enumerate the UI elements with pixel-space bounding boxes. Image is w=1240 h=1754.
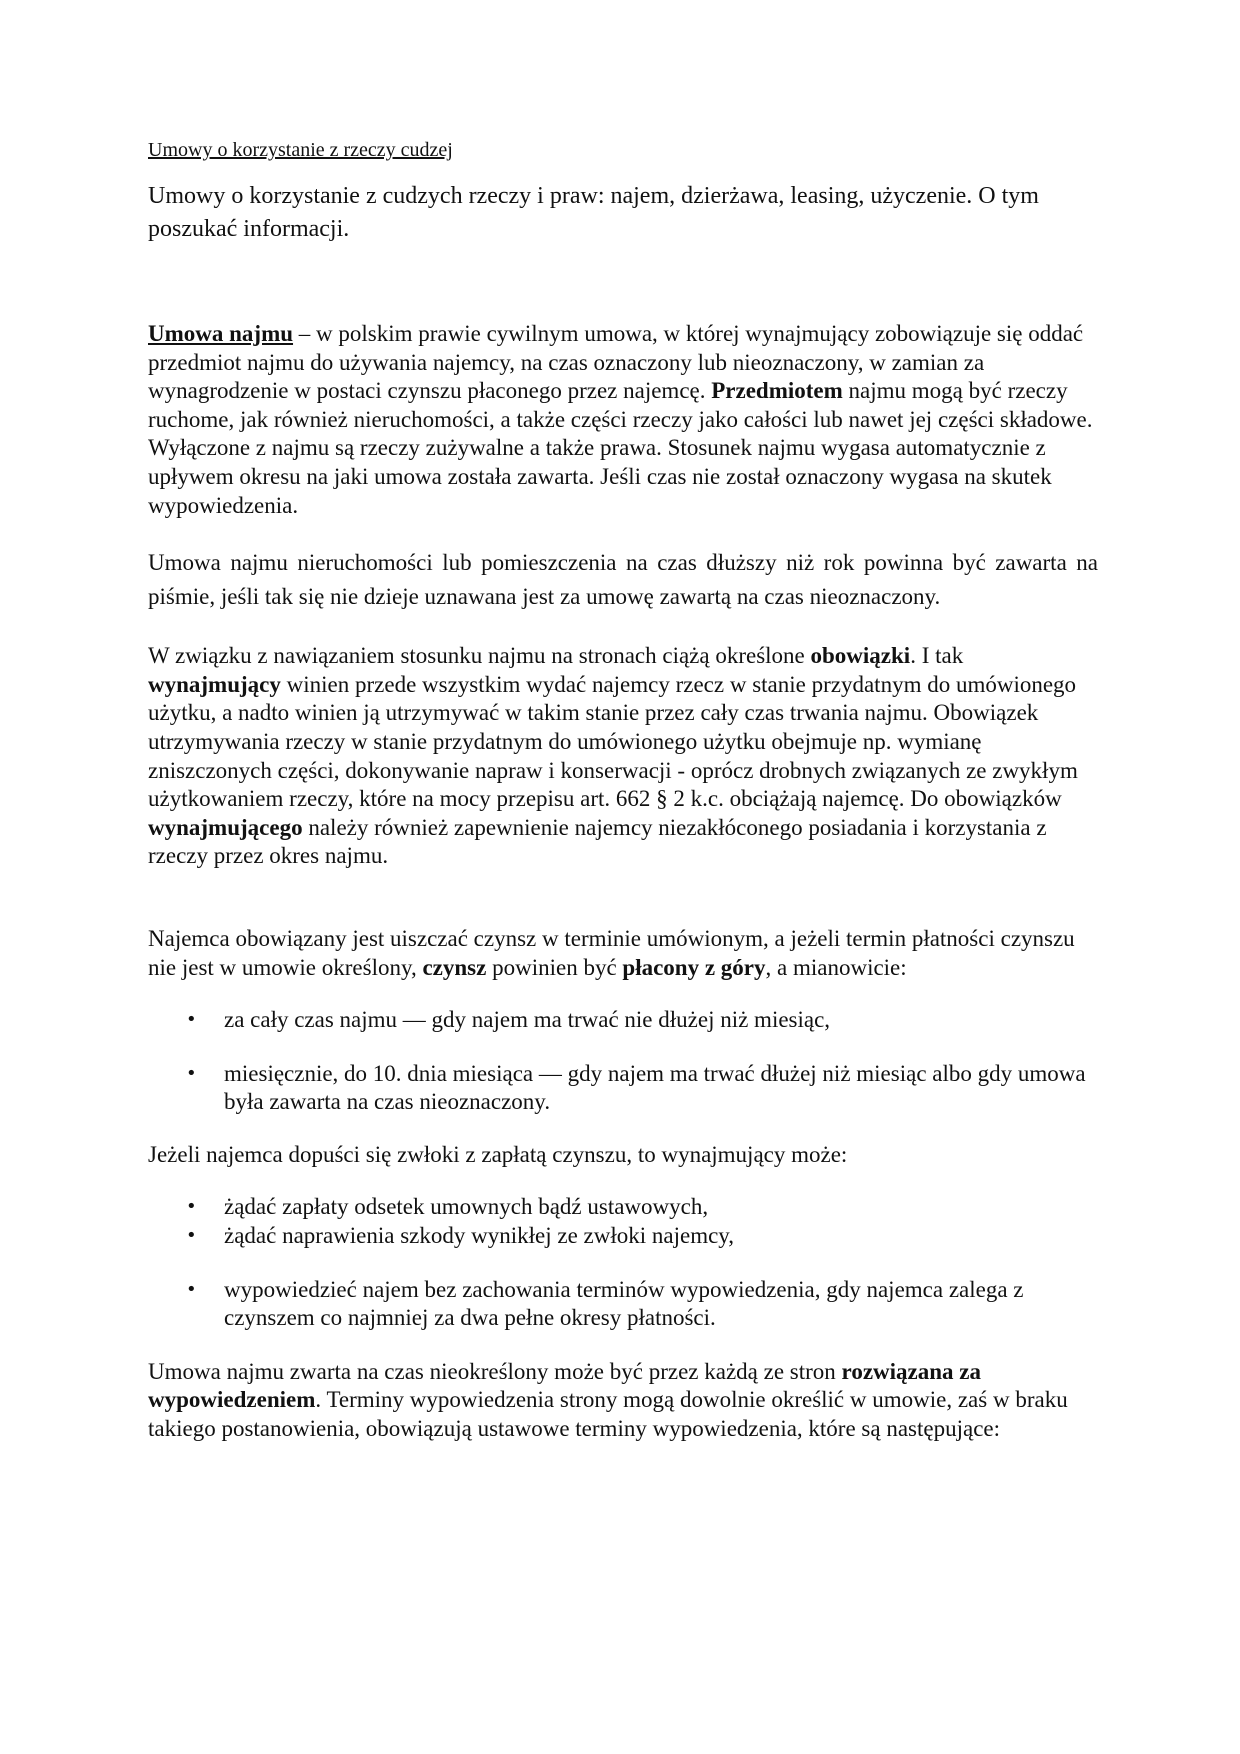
- bullet-icon: •: [186, 1009, 197, 1031]
- list-item-text: wypowiedzieć najem bez zachowania terminów wypowiedzenia, gdy najemca zalega z czynszem co najmniej za dwa pełne okresy płatności.: [224, 1276, 1024, 1331]
- termination-bold: rozwiązana za wypowiedzeniem: [148, 1358, 981, 1413]
- duties-text-2: . I tak: [910, 643, 964, 669]
- list-item-text: za cały czas najmu — gdy najem ma trwać nie dłużej niż miesiąc,: [224, 1007, 831, 1033]
- rent-bold-advance: płacony z góry: [622, 954, 766, 980]
- list-item-text: żądać zapłaty odsetek umownych bądź ustawowych,: [224, 1194, 709, 1220]
- duties-paragraph: [148, 642, 1098, 871]
- rent-text-3: , a mianowicie:: [765, 954, 907, 980]
- written-form-paragraph: Umowa najmu nieruchomości lub pomieszczenia na czas dłuższy niż rok powinna być zawarta na piśmie, jeśli tak się nie dzieje uznawana jest za umowę zawartą na czas nieoznaczony.: [148, 550, 1098, 610]
- list-item: [148, 1060, 1098, 1117]
- rent-text-2: powinien być: [486, 954, 623, 980]
- duties-bold-obligations: obowiązki: [810, 643, 911, 669]
- bullet-icon: •: [186, 1225, 197, 1247]
- bullet-icon: •: [186, 1278, 197, 1300]
- list-item: [148, 1222, 1098, 1251]
- termination-text-1: Umowa najmu zwarta na czas nieokreślony może być przez każdą ze stron: [148, 1358, 842, 1384]
- duties-text-1: W związku z nawiązaniem stosunku najmu na stronach ciążą określone: [148, 643, 811, 669]
- list-item: [148, 1006, 1098, 1035]
- duties-text-3: winien przede wszystkim wydać najemcy rzecz w stanie przydatnym do umówionego użytku, a nadto winien ją utrzymywać w takim stanie przez cały czas trwania najmu. Obowiązek utrzymywania rzeczy w stanie przydatnym do umówionego użytku obejmuje np. wymianę zniszczonych części, dokonywanie napraw i konserwacji - oprócz drobnych związanych ze zwykłym użytkowaniem rzeczy, które na mocy przepisu art. 662 § 2 k.c. obciążają najemcę. Do obowiązków: [148, 671, 1078, 812]
- delay-remedies-list: [148, 1193, 1098, 1332]
- duties-bold-landlord: wynajmujący: [148, 671, 281, 697]
- document-page: [148, 138, 1098, 1444]
- intro-paragraph: Umowy o korzystanie z cudzych rzeczy i praw: najem, dzierżawa, leasing, użyczenie. O tym poszukać informacji.: [148, 183, 1039, 242]
- rent-text-1: Najemca obowiązany jest uiszczać czynsz w terminie umówionym, a jeżeli termin płatności czynszu nie jest w umowie określony,: [148, 925, 1075, 980]
- definition-term: Umowa najmu: [148, 321, 294, 346]
- definition-text-1: – w polskim prawie cywilnym umowa, w której wynajmujący zobowiązuje się oddać przedmiot najmu do używania najemcy, na czas oznaczony lub nieoznaczony, w zamian za wynagrodzenie w postaci czynszu płaconego przez najemcę.: [148, 321, 1084, 404]
- bullet-icon: •: [186, 1196, 197, 1218]
- definition-paragraph: [148, 320, 1098, 520]
- rent-paragraph: [148, 925, 1098, 982]
- bullet-icon: •: [186, 1062, 197, 1084]
- termination-paragraph: [148, 1358, 1098, 1444]
- list-item: [148, 1276, 1098, 1333]
- rent-terms-list: [148, 1006, 1098, 1117]
- list-item-text: żądać naprawienia szkody wynikłej ze zwłoki najemcy,: [224, 1223, 735, 1249]
- definition-text-2: najmu mogą być rzeczy ruchome, jak również nieruchomości, a także części rzeczy jako całości lub nawet jej części składowe. Wyłączone z najmu są rzeczy zużywalne a także prawa. Stosunek najmu wygasa automatycznie z upływem okresu na jaki umowa została zawarta. Jeśli czas nie został oznaczony wygasa na skutek wypowiedzenia.: [148, 378, 1093, 518]
- termination-text-2: . Terminy wypowiedzenia strony mogą dowolnie określić w umowie, zaś w braku takiego postanowienia, obowiązują ustawowe terminy wypowiedzenia, które są następujące:: [148, 1387, 1068, 1442]
- document-title: Umowy o korzystanie z rzeczy cudzej: [148, 139, 453, 161]
- delay-paragraph: Jeżeli najemca dopuści się zwłoki z zapłatą czynszu, to wynajmujący może:: [148, 1141, 848, 1167]
- rent-bold-rent: czynsz: [422, 954, 487, 980]
- list-item: [148, 1193, 1098, 1222]
- duties-bold-landlord-2: wynajmującego: [148, 814, 303, 840]
- duties-text-4: należy również zapewnienie najemcy niezakłóconego posiadania i korzystania z rzeczy przez okres najmu.: [148, 814, 1047, 869]
- definition-bold-subject: Przedmiotem: [711, 378, 843, 404]
- list-item-text: miesięcznie, do 10. dnia miesiąca — gdy najem ma trwać dłużej niż miesiąc albo gdy umowa była zawarta na czas nieoznaczony.: [224, 1060, 1086, 1115]
